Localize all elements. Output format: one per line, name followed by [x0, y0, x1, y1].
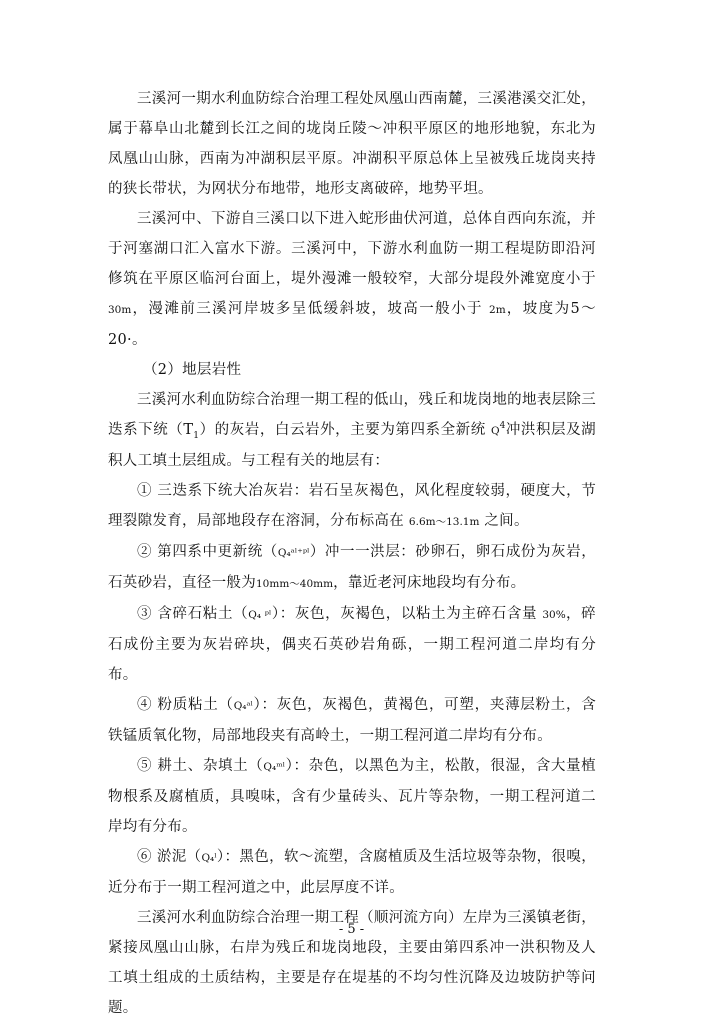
- paragraph-river-course: [108, 204, 596, 355]
- text-run: 之间。: [484, 513, 529, 529]
- document-body: [108, 84, 596, 1023]
- formula-code: Q₄ᵃˡ⁺ᵖˡ: [277, 547, 310, 559]
- formula-code: Q₄ ᵖˡ: [248, 609, 272, 621]
- text-run: ④ 粉质粘土（: [137, 697, 234, 713]
- text-run: ⑤ 耕土、杂填土（: [137, 758, 264, 774]
- text-run: ）：灰色，灰褐色，黄褐色，可塑，夹薄层粉土，含铁锰质氧化物，局部地段夹有高岭土，一期工程河道二岸均有分布。: [108, 697, 596, 744]
- text-run: ③ 含碎石粘土（: [137, 606, 249, 622]
- text-run: ，靠近老河床地段均有分布。: [333, 575, 526, 591]
- subscript: 1: [193, 430, 200, 441]
- measure-value: 2m: [489, 304, 506, 316]
- list-item-layer-4: [108, 690, 596, 751]
- text-run: ）：杂色，以黑色为主，松散，很湿，含大量植物根系及腐植质，具嗅味，含有少量砖头、瓦片等杂物，一期工程河道二岸均有分布。: [108, 758, 596, 835]
- text-run: ）的灰岩，白云岩外，主要为第四系全新统: [199, 422, 486, 438]
- formula-code: Q₄ᵐˡ: [263, 761, 286, 773]
- text-run: ，碎石成份主要为灰岩碎块，偶夹石英砂岩角砾，一期工程河道二岸均有分布。: [108, 606, 596, 683]
- paragraph-summary: 三溪河水利血防综合治理一期工程（顺河流方向）左岸为三溪镇老街，紧接凤凰山山脉，右岸为残丘和垅岗地段，主要由第四系冲一洪积物及人工填土组成的土质结构，主要是存在堤基的不均匀性沉降及边坡防护等问题。: [108, 910, 596, 1016]
- measure-value: 30m: [108, 304, 132, 316]
- section-heading: （2）地层岩性: [143, 362, 242, 378]
- formula-code: Q₄ˡ: [201, 852, 217, 864]
- text-run: 三溪河水利血防综合治理一期工程的低山，残丘和垅岗地的地表层除三迭系下统（T: [108, 392, 596, 438]
- list-item-layer-6: [108, 842, 596, 903]
- measure-value: 30%: [542, 609, 566, 621]
- paragraph-terrain: 三溪河一期水利血防综合治理工程处凤凰山西南麓，三溪港溪交汇处，属于幕阜山北麓到长江之间的垅岗丘陵～冲积平原区的地形地貌，东北为凤凰山山脉，西南为冲湖积层平原。冲湖积平原总体上呈被残丘垅岗夹持的狭长带状，为网状分布地带，地形支离破碎，地势平坦。: [108, 91, 596, 197]
- text-run: ）：黑色，软～流塑，含腐植质及生活垃圾等杂物，很嗅，近分布于一期工程河道之中，此层厚度不详。: [108, 849, 596, 896]
- list-item-layer-2: [108, 537, 596, 599]
- text-run: ，坡度为5～20·。: [108, 301, 596, 348]
- formula-code: Q₄ᵃˡ: [233, 700, 254, 712]
- text-run: ⑥ 淤泥（: [137, 849, 202, 865]
- formula-code: Q: [490, 425, 500, 437]
- text-run: ）：灰色，灰褐色，以粘土为主碎石含量: [271, 606, 538, 622]
- text-run: 冲洪积层及湖积人工填土层组成。与工程有关的地层有：: [108, 422, 596, 469]
- page-number: - 5 -: [338, 922, 365, 937]
- text-run: 三溪河中、下游自三溪口以下进入蛇形曲伏河道，总体自西向东流，并于河塞湖口汇入富水下游。三溪河中，下游水利血防一期工程堤防即沿河修筑在平原区临河台面上，堤外漫滩一般较窄，大部分堤段外滩宽度小于: [108, 211, 596, 287]
- text-run: ）冲一一洪层：砂卵石，卵石成份为灰岩，石英砂岩，直径一般为: [108, 544, 596, 591]
- superscript: 4: [499, 421, 506, 432]
- measure-value: 10mm～40mm: [256, 578, 334, 590]
- text-run: ② 第四系中更新统（: [137, 544, 278, 560]
- text-run: ① 三迭系下统大冶灰岩：岩石呈灰褐色，风化程度较弱，硬度大，节理裂隙发育，局部地段存在溶洞，分布标高在: [108, 483, 596, 529]
- list-item-layer-3: [108, 599, 596, 690]
- list-item-layer-5: [108, 751, 596, 842]
- measure-value: 6.6m～13.1m: [408, 516, 480, 528]
- paragraph-strata-intro: [108, 385, 596, 476]
- text-run: ，漫滩前三溪河岸坡多呈低缓斜坡，坡高一般小于: [131, 301, 483, 317]
- list-item-layer-1: [108, 476, 596, 537]
